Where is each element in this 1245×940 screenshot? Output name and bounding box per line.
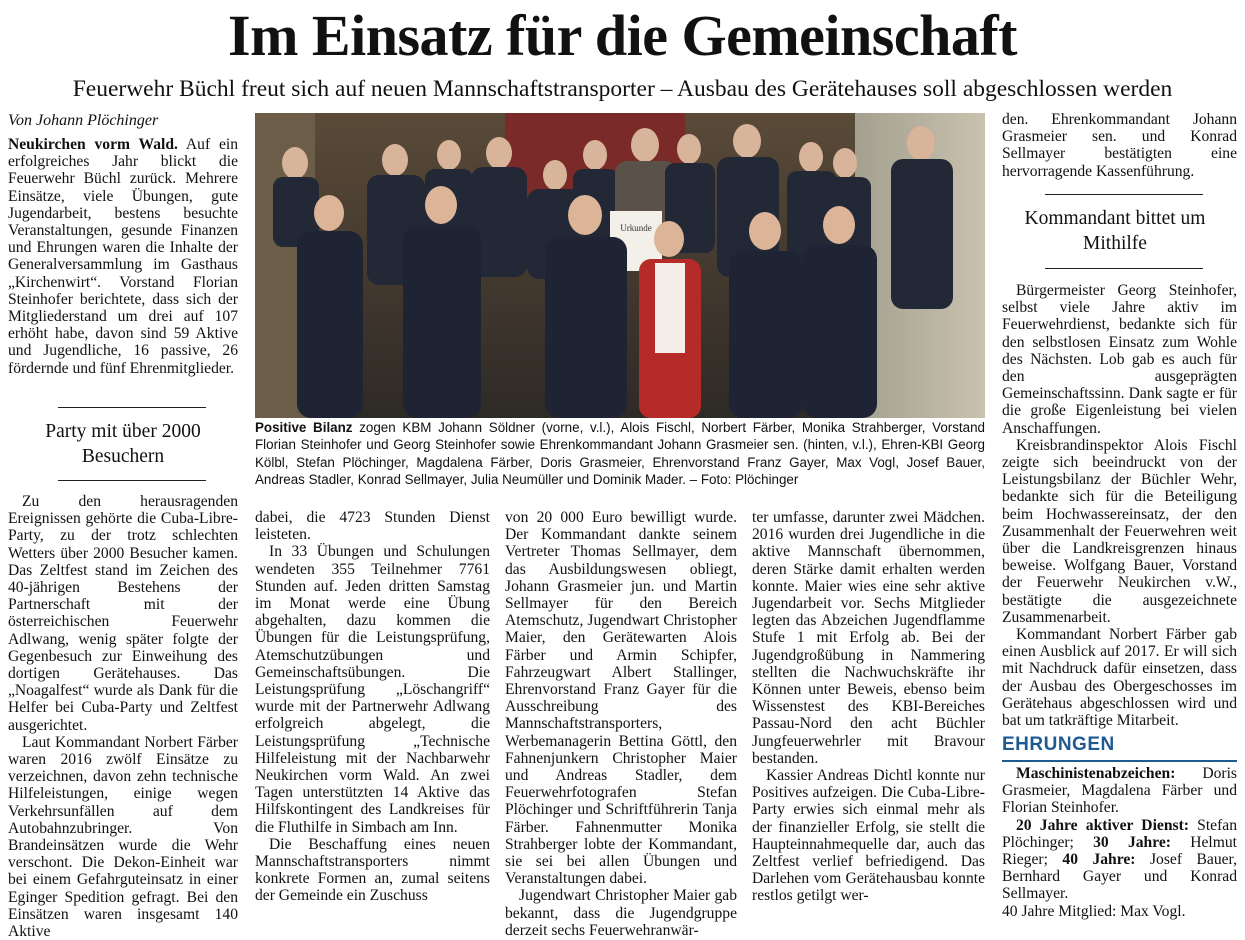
paragraph: Kassier Andreas Dichtl konnte nur Positives aufzeigen. Die Cuba-Libre-Party erwies sich einmal mehr als der finanzieller Erfolg, sie stellt die Haupteinnahmequelle dar, auch das Zeltfest verlief befriedigend. Das Darlehen vom Gerätehausbau konnte restlos getilgt wer-	[752, 767, 985, 905]
honor-text: Doris Grasmeier, Magdalena Färber und Florian Steinhofer.	[1002, 765, 1237, 817]
paragraph: Kreisbrandinspektor Alois Fischl zeigte sich beeindruckt von der Leistungsbilanz der Büchler Wehr, bedankte sich für die Beteiligung beim Hochwassereinsatz, der den Zusammenhalt der Feuerwehren weit über die Landkreisgrenzen hinaus beweise. Wolfgang Bauer, Vorstand der Feuerwehr Neukirchen v.W., bestätigte die ausgezeichnete Zusammenarbeit.	[1002, 436, 1237, 626]
divider	[58, 407, 206, 408]
paragraph: dabei, die 4723 Stunden Dienst leisteten.	[255, 509, 490, 544]
headline: Im Einsatz für die Gemeinschaft	[228, 3, 1017, 68]
ehrungen-rule	[1002, 760, 1237, 762]
column-3	[505, 509, 737, 939]
honor-text: Stefan Plöchinger;	[1002, 816, 1237, 851]
honor-item	[1002, 765, 1237, 817]
author-byline: Von Johann Plöchinger	[8, 112, 159, 129]
honor-label: Maschinistenabzeichen:	[1016, 765, 1176, 782]
subheadline: Feuerwehr Büchl freut sich auf neuen Mannschaftstransporter – Ausbau des Gerätehauses soll abgeschlossen werden	[72, 76, 1173, 102]
paragraph: Zu den herausragenden Ereignissen gehörte die Cuba-Libre-Party, zu der trotz schlechten Wetters über 2000 Besucher kamen. Das Zeltfest stand im Zeichen des 40-jährigen Bestehens der Partnerschaft mit der österreichischen Feuerwehr Adlwang, wenig später folgte der Gegenbesuch zur Einweihung des dortigen Gerätehauses. Das „Noagalfest“ wurde als Dank für die Helfer bei Cuba-Party und Zeltfest ausgerichtet.	[8, 493, 238, 734]
paragraph: Jugendwart Christopher Maier gab bekannt, dass die Jugendgruppe derzeit sechs Feuerwehranwär-	[505, 887, 737, 939]
intro-text: Auf ein erfolgreiches Jahr blickt die Feuerwehr Büchl zurück. Mehrere Einsätze, viele Übungen, gute Jugendarbeit, bestens besuchte Veranstaltungen, gesunde Finanzen und Ehrungen waren die Inhalte der Generalversammlung im Gasthaus „Kirchenwirt“. Vorstand Florian Steinhofer berichtete, dass sich der Mitgliederstand um drei auf 107 erhöht habe, davon sind 59 Aktive und Jugendliche, 16 passive, 26 fördernde und fünf Ehrenmitglieder.	[8, 136, 238, 377]
column-1-bottom	[8, 493, 238, 940]
intro-paragraph	[8, 136, 238, 377]
column-4	[752, 509, 985, 905]
column-1-top	[8, 136, 238, 377]
honor-item	[1002, 817, 1237, 903]
paragraph: von 20 000 Euro bewilligt wurde. Der Kommandant dankte seinem Vertreter Thomas Sellmayer, dem das Ausbildungswesen obliegt, Johann Grasmeier jun. und Martin Sellmayer für den Bereich Atemschutz, Jugendwart Christopher Maier, den Gerätewarten Alois Färber und Armin Schipfer, Fahrzeugwart Albert Stallinger, Ehrenvorstand Franz Gayer für die Ausschreibung des Mannschaftstransporters, Werbemanagerin Bettina Göttl, den Fahnenjunkern Christopher Maier und Andreas Stadler, dem Feuerwehrfotografen Stefan Plöchinger und Schriftführerin Tanja Färber. Fahnenmutter Monika Strahberger lobte der Kommandant, sie sei bei allen Übungen und Veranstaltungen dabei.	[505, 509, 737, 888]
honor-label: 30 Jahre:	[1093, 833, 1171, 851]
column-5-top	[1002, 111, 1237, 180]
dateline: Neukirchen vorm Wald.	[8, 136, 178, 153]
paragraph: In 33 Übungen und Schulungen wendeten 355 Teilnehmer 7761 Stunden auf. Jeden dritten Samstag im Monat werde eine Übung abgehalten, dazu kommen die Übungen für die Leistungsprüfung, Atemschutzübungen und Gemeinschaftsübungen. Die Leistungsprüfung „Löschangriff“ wurde mit der Partnerwehr Adlwang erfolgreich abgelegt, die Leistungsprüfung „Technische Hilfeleistung mit der Nachbarwehr Neukirchen vorm Wald. An zwei Tagen unterstützten 14 Aktive das Hilfskontingent des Landkreises für die Fluthilfe in Simbach am Inn.	[255, 543, 490, 836]
honor-text: Josef Bauer, Bernhard Gayer und Konrad Sellmayer.	[1002, 851, 1238, 903]
honor-label: 20 Jahre aktiver Dienst:	[1016, 816, 1189, 834]
caption-text: zogen KBM Johann Söldner (vorne, v.l.), Alois Fischl, Norbert Färber, Monika Strahberger, Vorstand Florian Steinhofer und Georg Steinhofer sowie Ehrenkommandant Johann Grasmeier sen. (hinten, v.l.), Ehren-KBI Georg Kölbl, Stefan Plöchinger, Magdalena Färber, Doris Grasmeier, Ehrenvorstand Franz Gayer, Max Vogl, Josef Bauer, Andreas Stadler, Konrad Sellmayer, Julia Neumüller und Dominik Mader. – Foto: Plöchinger	[255, 420, 985, 487]
divider	[1045, 194, 1203, 195]
paragraph: Die Beschaffung eines neuen Mannschaftstransporters nimmt konkrete Formen an, zumal seitens der Gemeinde ein Zuschuss	[255, 835, 490, 905]
group-photo	[255, 113, 985, 418]
subhead-party: Party mit über 2000 Besuchern	[45, 421, 201, 467]
column-2	[255, 509, 490, 905]
subhead-kommandant: Kommandant bittet um Mithilfe	[1024, 208, 1206, 254]
ehrungen-heading: EHRUNGEN	[1002, 734, 1115, 755]
paragraph: Bürgermeister Georg Steinhofer, selbst viele Jahre aktiv im Feuerwehrdienst, bedankte sich für den selbstlosen Einsatz zum Wohle des Nächsten. Lob gab es auch für den ausgeprägten Gemeinschaftssinn. Dank sagte er für die große Eigenleistung bei vielen Anschaffungen.	[1002, 282, 1237, 437]
honor-text: Helmut Rieger;	[1002, 833, 1237, 869]
paragraph: den. Ehrenkommandant Johann Grasmeier sen. und Konrad Sellmayer bestätigten eine hervorragende Kassenführung.	[1002, 111, 1237, 180]
column-5-middle	[1002, 282, 1237, 729]
certificate-text: Urkunde	[620, 223, 652, 233]
group-photo-image	[255, 113, 985, 418]
divider	[58, 480, 206, 481]
honor-item: 40 Jahre Mitglied: Max Vogl.	[1002, 902, 1186, 920]
ehrungen-list	[1002, 765, 1237, 920]
caption-lead: Positive Bilanz	[255, 420, 353, 435]
divider	[1045, 268, 1203, 269]
honor-label: 40 Jahre:	[1062, 851, 1136, 869]
paragraph: Kommandant Norbert Färber gab einen Ausblick auf 2017. Er will sich mit Nachdruck dafür einsetzen, dass der Ausbau des Obergeschosses im Gerätehaus abgeschlossen wird und bat um tatkräftige Mitarbeit.	[1002, 626, 1237, 730]
paragraph: Laut Kommandant Norbert Färber waren 2016 zwölf Einsätze zu verzeichnen, davon zehn technische Hilfeleistungen, einige wegen Verkehrsunfällen auf dem Autobahnzubringer. Von Brandeinsätzen wurde die Wehr verschont. Die Dekon-Einheit war bei einem Gefahrguteinsatz in einer Eginger Spedition gefragt. Bei den Einsätzen waren insgesamt 140 Aktive	[8, 733, 238, 940]
paragraph: ter umfasse, darunter zwei Mädchen. 2016 wurden drei Jugendliche in die aktive Mannschaft übernommen, deren Stärke damit erhalten werden konnte. Maier wies eine sehr aktive Jugendarbeit vor. Sechs Mitglieder legten das Abzeichen Jugendflamme Stufe 1 mit Erfolg ab. Bei der Jugendgroßübung in Nammering stellten die Nachwuchskräfte ihr Können unter Beweis, ebenso beim Wissenstest des KBI-Bereiches Passau-Nord den acht Büchler Jungfeuerwehrler mit Bravour bestanden.	[752, 509, 985, 767]
photo-caption	[255, 419, 985, 488]
